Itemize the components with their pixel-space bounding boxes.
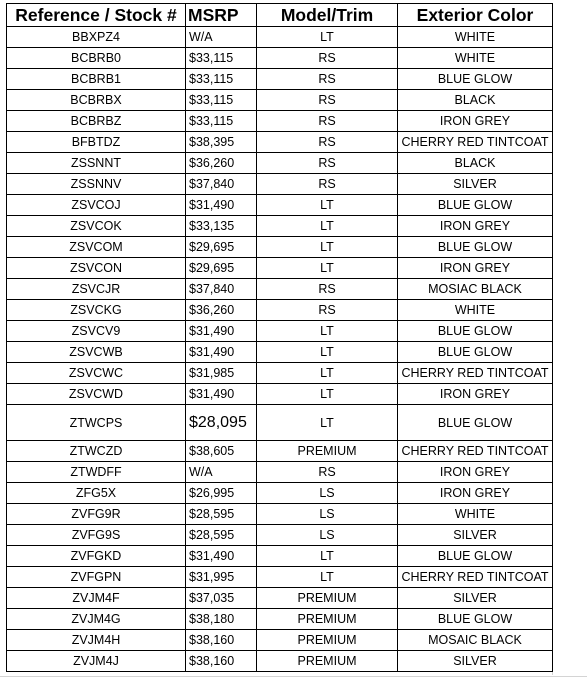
cell-exterior-color[interactable]: BLUE GLOW — [398, 321, 553, 342]
table-row — [7, 300, 553, 321]
cell-model-trim[interactable]: LT — [257, 546, 398, 567]
cell-model-trim[interactable]: LT — [257, 363, 398, 384]
cell-model-trim[interactable]: PREMIUM — [257, 441, 398, 462]
cell-exterior-color[interactable]: IRON GREY — [398, 384, 553, 405]
cell-reference[interactable]: BCBRBZ — [7, 111, 186, 132]
cell-reference[interactable]: ZTWCZD — [7, 441, 186, 462]
cell-msrp[interactable]: $33,135 — [186, 216, 257, 237]
cell-reference[interactable]: ZSVCOK — [7, 216, 186, 237]
cell-msrp[interactable]: $31,490 — [186, 384, 257, 405]
cell-exterior-color[interactable]: BLUE GLOW — [398, 609, 553, 630]
table-row — [7, 258, 553, 279]
table-row — [7, 195, 553, 216]
cell-exterior-color[interactable]: BLUE GLOW — [398, 342, 553, 363]
cell-reference[interactable]: ZTWCPS — [7, 405, 186, 441]
cell-exterior-color[interactable]: BLACK — [398, 153, 553, 174]
table-row — [7, 651, 553, 672]
table-row — [7, 609, 553, 630]
cell-msrp[interactable]: $31,490 — [186, 321, 257, 342]
cell-exterior-color[interactable]: WHITE — [398, 27, 553, 48]
cell-exterior-color[interactable]: WHITE — [398, 504, 553, 525]
cell-exterior-color[interactable]: BLUE GLOW — [398, 237, 553, 258]
cell-msrp[interactable]: W/A — [186, 462, 257, 483]
cell-reference[interactable]: ZSSNNT — [7, 153, 186, 174]
cell-reference[interactable]: ZFG5X — [7, 483, 186, 504]
table-row — [7, 405, 553, 441]
cell-exterior-color[interactable]: WHITE — [398, 300, 553, 321]
cell-msrp[interactable]: $31,985 — [186, 363, 257, 384]
cell-exterior-color[interactable]: SILVER — [398, 651, 553, 672]
cell-msrp[interactable]: $33,115 — [186, 111, 257, 132]
cell-reference[interactable]: ZVJM4H — [7, 630, 186, 651]
table-row — [7, 69, 553, 90]
cell-exterior-color[interactable]: MOSIAC BLACK — [398, 279, 553, 300]
cell-msrp[interactable]: $28,095 — [186, 405, 257, 441]
cell-reference[interactable]: BFBTDZ — [7, 132, 186, 153]
cell-model-trim[interactable]: PREMIUM — [257, 630, 398, 651]
cell-model-trim[interactable]: RS — [257, 48, 398, 69]
table-row — [7, 153, 553, 174]
cell-reference[interactable]: ZSVCWB — [7, 342, 186, 363]
header-exterior-color: Exterior Color — [398, 4, 553, 27]
header-reference: Reference / Stock # — [7, 4, 186, 27]
cell-msrp[interactable]: $29,695 — [186, 237, 257, 258]
table-row — [7, 462, 553, 483]
table-row — [7, 90, 553, 111]
cell-msrp[interactable]: $37,035 — [186, 588, 257, 609]
cell-reference[interactable]: BBXPZ4 — [7, 27, 186, 48]
cell-model-trim[interactable]: LT — [257, 321, 398, 342]
cell-model-trim[interactable]: RS — [257, 153, 398, 174]
cell-exterior-color[interactable]: SILVER — [398, 588, 553, 609]
cell-exterior-color[interactable]: CHERRY RED TINTCOAT — [398, 132, 553, 153]
cell-model-trim[interactable]: LT — [257, 195, 398, 216]
cell-reference[interactable]: ZVJM4G — [7, 609, 186, 630]
cell-model-trim[interactable]: LT — [257, 258, 398, 279]
cell-msrp[interactable]: $38,180 — [186, 609, 257, 630]
table-row — [7, 567, 553, 588]
header-msrp: MSRP — [186, 4, 257, 27]
cell-msrp[interactable]: $33,115 — [186, 69, 257, 90]
cell-model-trim[interactable]: LT — [257, 384, 398, 405]
table-row — [7, 237, 553, 258]
cell-model-trim[interactable]: LT — [257, 567, 398, 588]
cell-reference[interactable]: BCBRB1 — [7, 69, 186, 90]
cell-exterior-color[interactable]: CHERRY RED TINTCOAT — [398, 363, 553, 384]
cell-exterior-color[interactable]: IRON GREY — [398, 111, 553, 132]
cell-msrp[interactable]: $38,605 — [186, 441, 257, 462]
cell-exterior-color[interactable]: BLUE GLOW — [398, 69, 553, 90]
cell-reference[interactable]: BCBRB0 — [7, 48, 186, 69]
cell-msrp[interactable]: $29,695 — [186, 258, 257, 279]
cell-model-trim[interactable]: LT — [257, 342, 398, 363]
cell-exterior-color[interactable]: BLUE GLOW — [398, 195, 553, 216]
cell-msrp[interactable]: $38,160 — [186, 630, 257, 651]
cell-msrp[interactable]: $31,995 — [186, 567, 257, 588]
table-row — [7, 48, 553, 69]
cell-reference[interactable]: ZSVCWD — [7, 384, 186, 405]
cell-model-trim[interactable]: RS — [257, 174, 398, 195]
cell-exterior-color[interactable]: CHERRY RED TINTCOAT — [398, 567, 553, 588]
cell-exterior-color[interactable]: IRON GREY — [398, 483, 553, 504]
cell-exterior-color[interactable]: WHITE — [398, 48, 553, 69]
cell-model-trim[interactable]: RS — [257, 111, 398, 132]
cell-msrp[interactable]: $28,595 — [186, 525, 257, 546]
cell-reference[interactable]: ZSVCKG — [7, 300, 186, 321]
cell-exterior-color[interactable]: BLUE GLOW — [398, 405, 553, 441]
cell-reference[interactable]: ZVFGKD — [7, 546, 186, 567]
cell-model-trim[interactable]: LS — [257, 504, 398, 525]
cell-model-trim[interactable]: LS — [257, 525, 398, 546]
table-row — [7, 321, 553, 342]
cell-reference[interactable]: ZSVCWC — [7, 363, 186, 384]
cell-reference[interactable]: ZSVCJR — [7, 279, 186, 300]
cell-msrp[interactable]: $31,490 — [186, 546, 257, 567]
cell-reference[interactable]: ZVFGPN — [7, 567, 186, 588]
cell-exterior-color[interactable]: IRON GREY — [398, 258, 553, 279]
cell-exterior-color[interactable]: SILVER — [398, 525, 553, 546]
cell-msrp[interactable]: $26,995 — [186, 483, 257, 504]
table-row — [7, 111, 553, 132]
cell-reference[interactable]: ZSVCON — [7, 258, 186, 279]
cell-model-trim[interactable]: LT — [257, 216, 398, 237]
cell-reference[interactable]: ZVFG9R — [7, 504, 186, 525]
cell-reference[interactable]: ZSVCOJ — [7, 195, 186, 216]
cell-msrp[interactable]: $37,840 — [186, 279, 257, 300]
sheet-gridline — [0, 676, 587, 677]
table-row — [7, 588, 553, 609]
cell-msrp[interactable]: $31,490 — [186, 195, 257, 216]
cell-model-trim[interactable]: PREMIUM — [257, 588, 398, 609]
table-row — [7, 27, 553, 48]
table-row — [7, 630, 553, 651]
table-row — [7, 132, 553, 153]
cell-msrp[interactable]: $38,395 — [186, 132, 257, 153]
cell-model-trim[interactable]: RS — [257, 462, 398, 483]
cell-model-trim[interactable]: LT — [257, 405, 398, 441]
cell-exterior-color[interactable]: MOSAIC BLACK — [398, 630, 553, 651]
cell-model-trim[interactable]: RS — [257, 279, 398, 300]
cell-msrp[interactable]: $31,490 — [186, 342, 257, 363]
table-row — [7, 174, 553, 195]
cell-msrp[interactable]: $36,260 — [186, 153, 257, 174]
table-row — [7, 504, 553, 525]
cell-reference[interactable]: ZSVCV9 — [7, 321, 186, 342]
cell-model-trim[interactable]: RS — [257, 90, 398, 111]
inventory-table — [6, 3, 553, 672]
cell-model-trim[interactable]: LT — [257, 237, 398, 258]
cell-model-trim[interactable]: PREMIUM — [257, 651, 398, 672]
header-row — [7, 4, 553, 27]
cell-model-trim[interactable]: PREMIUM — [257, 609, 398, 630]
cell-exterior-color[interactable]: BLUE GLOW — [398, 546, 553, 567]
header-model-trim: Model/Trim — [257, 4, 398, 27]
cell-msrp[interactable]: $33,115 — [186, 90, 257, 111]
cell-msrp[interactable]: $28,595 — [186, 504, 257, 525]
cell-reference[interactable]: ZVJM4F — [7, 588, 186, 609]
table-row — [7, 441, 553, 462]
table-row — [7, 546, 553, 567]
cell-msrp[interactable]: $37,840 — [186, 174, 257, 195]
cell-msrp[interactable]: W/A — [186, 27, 257, 48]
cell-model-trim[interactable]: RS — [257, 300, 398, 321]
table-row — [7, 342, 553, 363]
cell-msrp[interactable]: $38,160 — [186, 651, 257, 672]
cell-exterior-color[interactable]: SILVER — [398, 174, 553, 195]
cell-model-trim[interactable]: LS — [257, 483, 398, 504]
cell-reference[interactable]: ZTWDFF — [7, 462, 186, 483]
cell-exterior-color[interactable]: IRON GREY — [398, 216, 553, 237]
cell-reference[interactable]: ZSVCOM — [7, 237, 186, 258]
cell-exterior-color[interactable]: IRON GREY — [398, 462, 553, 483]
table-row — [7, 279, 553, 300]
table-row — [7, 525, 553, 546]
cell-model-trim[interactable]: LT — [257, 27, 398, 48]
table-row — [7, 384, 553, 405]
cell-reference[interactable]: ZVFG9S — [7, 525, 186, 546]
table-row — [7, 363, 553, 384]
cell-msrp[interactable]: $33,115 — [186, 48, 257, 69]
cell-model-trim[interactable]: RS — [257, 69, 398, 90]
cell-model-trim[interactable]: RS — [257, 132, 398, 153]
cell-reference[interactable]: BCBRBX — [7, 90, 186, 111]
table-row — [7, 483, 553, 504]
cell-msrp[interactable]: $36,260 — [186, 300, 257, 321]
table-row — [7, 216, 553, 237]
cell-exterior-color[interactable]: BLACK — [398, 90, 553, 111]
cell-reference[interactable]: ZSSNNV — [7, 174, 186, 195]
cell-exterior-color[interactable]: CHERRY RED TINTCOAT — [398, 441, 553, 462]
cell-reference[interactable]: ZVJM4J — [7, 651, 186, 672]
